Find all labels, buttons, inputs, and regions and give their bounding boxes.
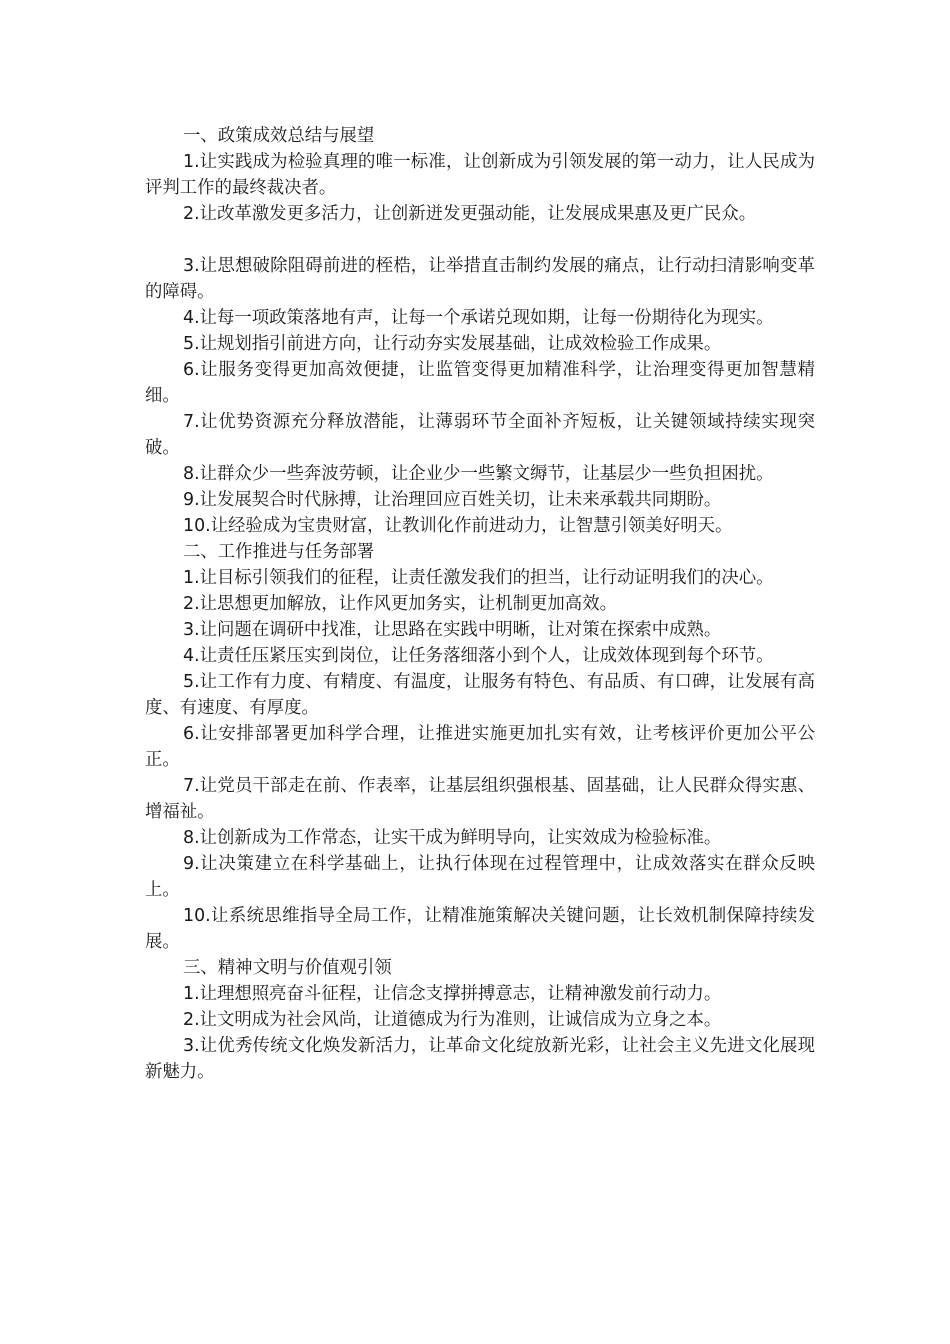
paragraph: 1.让理想照亮奋斗征程，让信念支撑拼搏意志，让精神激发前行动力。 xyxy=(183,984,722,1004)
paragraph: 2.让文明成为社会风尚，让道德成为行为准则，让诚信成为立身之本。 xyxy=(183,1010,722,1030)
paragraph: 1.让实践成为检验真理的唯一标准，让创新成为引领发展的第一动力，让人民成为评判工作的最终裁决者。 xyxy=(145,152,815,198)
paragraph: 3.让优秀传统文化焕发新活力，让革命文化绽放新光彩，让社会主义先进文化展现新魅力。 xyxy=(145,1036,815,1082)
paragraph: 4.让每一项政策落地有声，让每一个承诺兑现如期，让每一份期待化为现实。 xyxy=(183,308,774,328)
paragraph: 5.让规划指引前进方向，让行动夯实发展基础，让成效检验工作成果。 xyxy=(183,334,722,354)
paragraph: 10.让经验成为宝贵财富，让教训化作前进动力，让智慧引领美好明天。 xyxy=(183,516,733,536)
paragraph: 7.让优势资源充分释放潜能，让薄弱环节全面补齐短板，让关键领域持续实现突破。 xyxy=(145,412,815,458)
document-body xyxy=(145,123,815,1085)
paragraph: 2.让思想更加解放，让作风更加务实，让机制更加高效。 xyxy=(183,594,617,614)
paragraph: 9.让发展契合时代脉搏，让治理回应百姓关切，让未来承载共同期盼。 xyxy=(183,490,722,510)
paragraph: 8.让创新成为工作常态，让实干成为鲜明导向，让实效成为检验标准。 xyxy=(183,828,722,848)
section-heading: 二、工作推进与任务部署 xyxy=(183,542,375,562)
paragraph: 6.让安排部署更加科学合理，让推进实施更加扎实有效，让考核评价更加公平公正。 xyxy=(145,724,815,770)
paragraph: 3.让思想破除阻碍前进的桎梏，让举措直击制约发展的痛点，让行动扫清影响变革的障碍。 xyxy=(145,256,815,302)
paragraph: 9.让决策建立在科学基础上，让执行体现在过程管理中，让成效落实在群众反映上。 xyxy=(145,854,815,900)
paragraph: 8.让群众少一些奔波劳顿，让企业少一些繁文缛节，让基层少一些负担困扰。 xyxy=(183,464,774,484)
paragraph: 7.让党员干部走在前、作表率，让基层组织强根基、固基础，让人民群众得实惠、增福祉。 xyxy=(145,776,815,822)
paragraph: 2.让改革激发更多活力，让创新迸发更强动能，让发展成果惠及更广民众。 xyxy=(183,204,757,224)
paragraph: 3.让问题在调研中找准，让思路在实践中明晰，让对策在探索中成熟。 xyxy=(183,620,722,640)
section-heading: 三、精神文明与价值观引领 xyxy=(183,958,392,978)
paragraph: 6.让服务变得更加高效便捷，让监管变得更加精准科学，让治理变得更加智慧精细。 xyxy=(145,360,815,406)
section-heading: 一、政策成效总结与展望 xyxy=(183,126,375,146)
paragraph: 1.让目标引领我们的征程，让责任激发我们的担当，让行动证明我们的决心。 xyxy=(183,568,774,588)
paragraph: 10.让系统思维指导全局工作，让精准施策解决关键问题，让长效机制保障持续发展。 xyxy=(145,906,815,952)
paragraph: 5.让工作有力度、有精度、有温度，让服务有特色、有品质、有口碑，让发展有高度、有速度、有厚度。 xyxy=(145,672,815,718)
paragraph: 4.让责任压紧压实到岗位，让任务落细落小到个人，让成效体现到每个环节。 xyxy=(183,646,774,666)
